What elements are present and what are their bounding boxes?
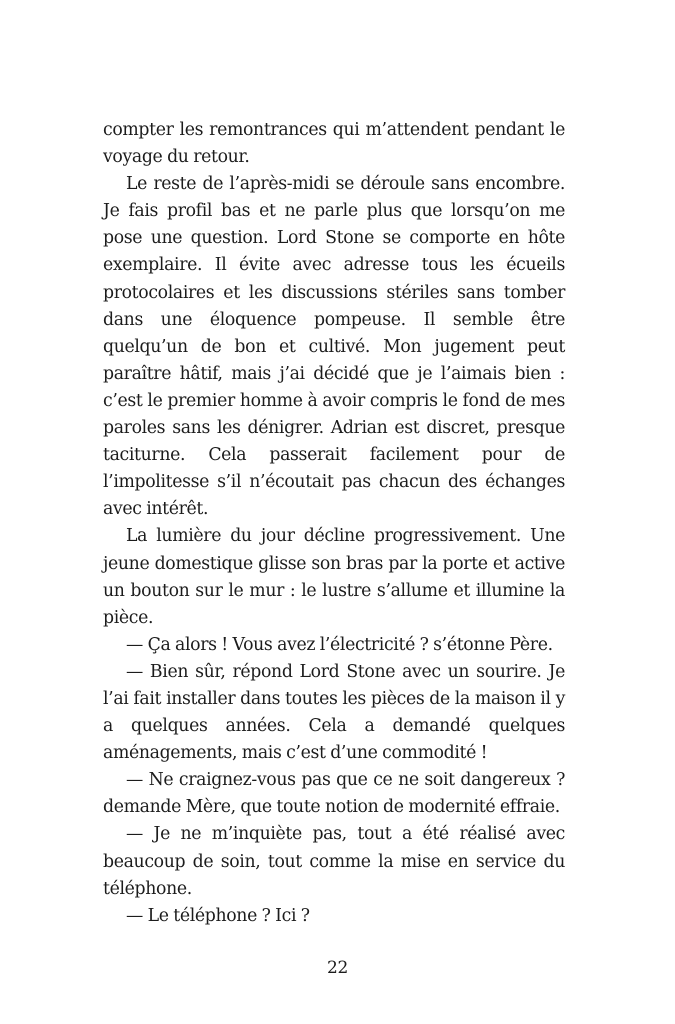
- dialogue-line: — Bien sûr, répond Lord Stone avec un sourire. Je l’ai fait installer dans toutes les pièces de la maison il y a quelques années. Cela a demandé quelques aménagements, mais c’est d’une commodité !: [103, 661, 565, 764]
- page-number: 22: [326, 958, 349, 978]
- dialogue-line: — Ça alors ! Vous avez l’électricité ? s’étonne Père.: [126, 634, 553, 655]
- dialogue-line: — Ne craignez-vous pas que ce ne soit dangereux ? demande Mère, que toute notion de modernité effraie.: [103, 770, 565, 818]
- paragraph: La lumière du jour décline progressivement. Une jeune domestique glisse son bras par la porte et active un bouton sur le mur : le lustre s’allume et illumine la pièce.: [103, 526, 565, 628]
- dialogue-line: — Je ne m’inquiète pas, tout a été réalisé avec beaucoup de soin, tout comme la mise en service du téléphone.: [103, 824, 565, 899]
- body-text: [103, 117, 565, 930]
- paragraph: compter les remontrances qui m’attendent pendant le voyage du retour.: [103, 120, 565, 168]
- paragraph: Le reste de l’après-midi se déroule sans encombre. Je fais profil bas et ne parle plus que lorsqu’on me pose une question. Lord Stone se comporte en hôte exemplaire. Il évite avec adresse tous les écueils protocolaires et les discussions stériles sans tomber dans une éloquence pompeuse. Il semble être quelqu’un de bon et cultivé. Mon jugement peut paraître hâtif, mais j’ai décidé que je l’aimais bien : c’est le premier homme à avoir compris le fond de mes paroles sans les dénigrer. Adrian est discret, presque taciturne. Cela passerait facilement pour de l’impolitesse s’il n’écoutait pas chacun des échanges avec intérêt.: [103, 174, 565, 520]
- dialogue-line: — Le téléphone ? Ici ?: [126, 905, 310, 926]
